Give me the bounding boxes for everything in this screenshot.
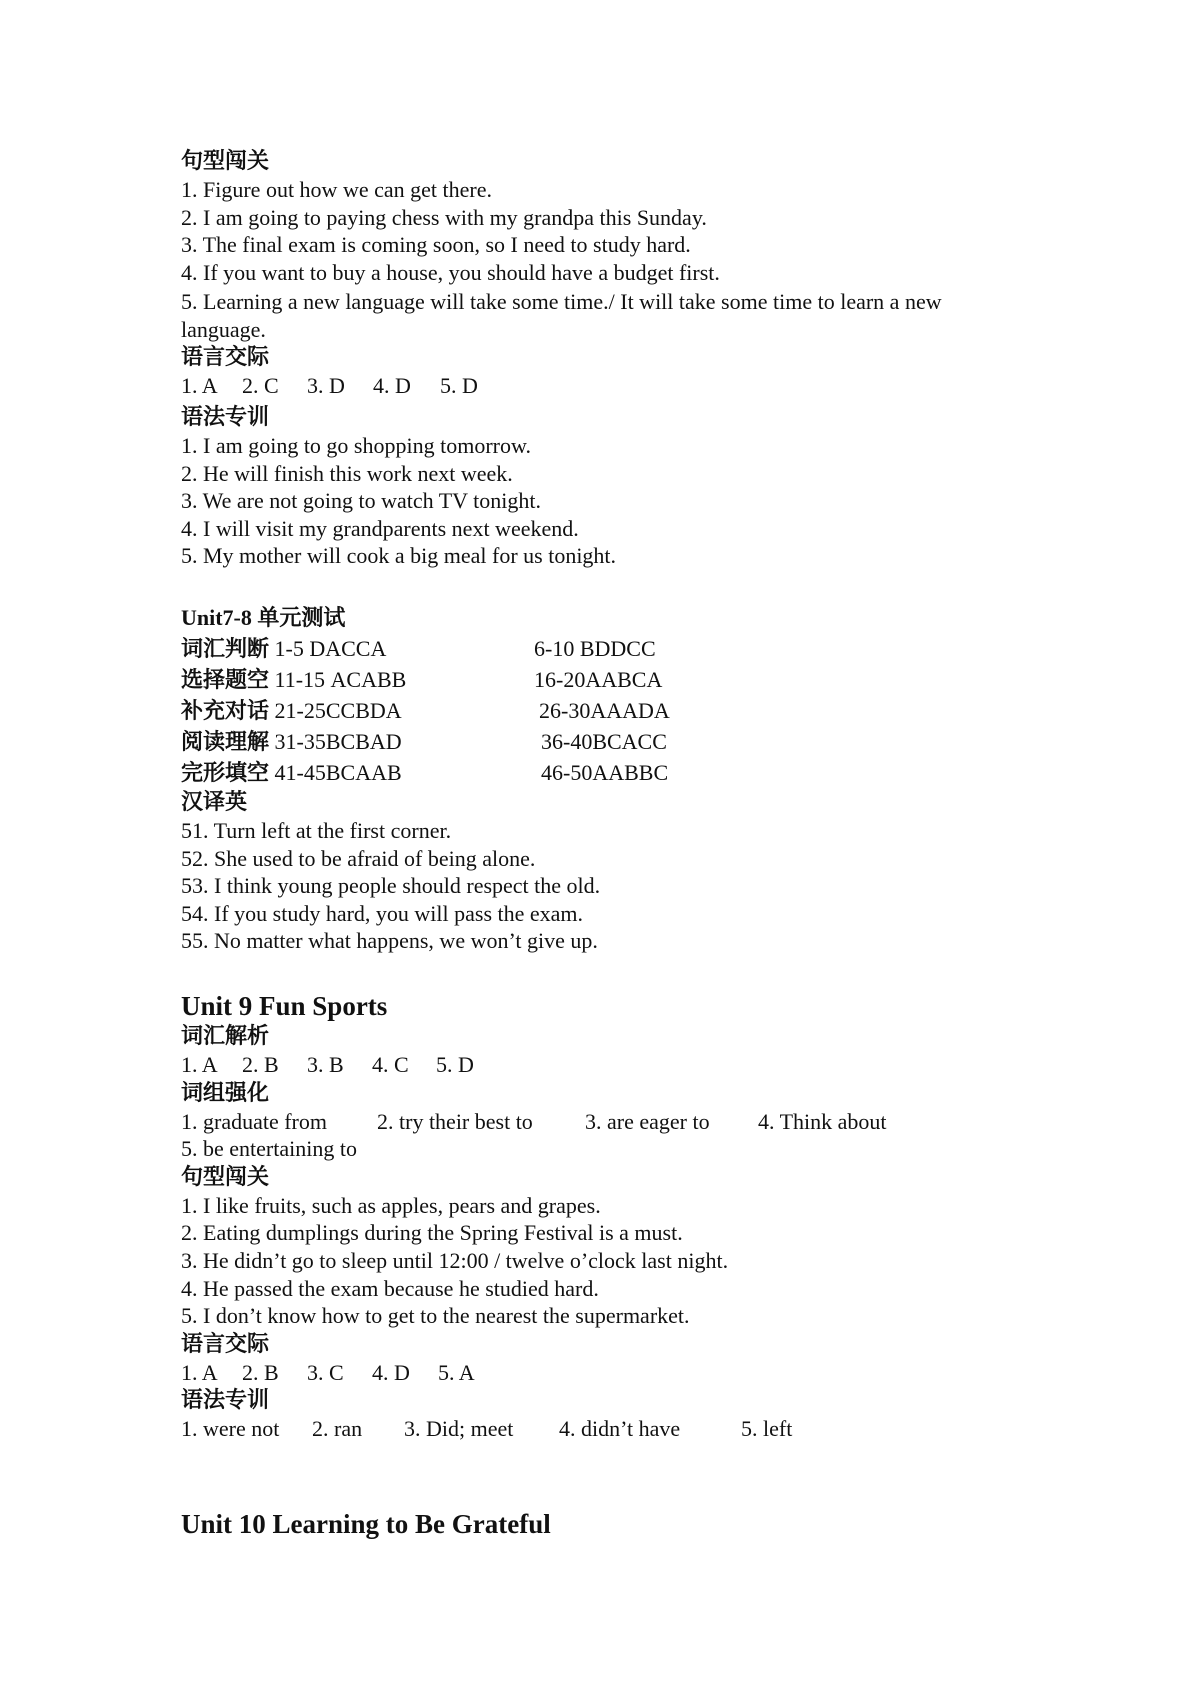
answer-item: 2. B xyxy=(242,1359,279,1385)
answer-item: 4. didn’t have xyxy=(559,1416,681,1442)
answer-line: 55. No matter what happens, we won’t give up. xyxy=(181,928,598,954)
row-label: 选择题空 xyxy=(181,668,270,693)
answer-item: 4. D xyxy=(372,1359,410,1385)
answer-item: 3. B xyxy=(307,1052,344,1077)
answer-line: 3. We are not going to watch TV tonight. xyxy=(181,488,541,514)
answer-item: 1. A xyxy=(181,373,218,398)
answer-row xyxy=(181,1359,728,1387)
answer-line: 3. He didn’t go to sleep until 12:00 / twelve o’clock last night. xyxy=(181,1247,729,1273)
test-row xyxy=(181,695,670,726)
unit-test-section xyxy=(181,603,670,955)
row-label: 阅读理解 xyxy=(181,730,270,755)
section-heading: 语言交际 xyxy=(181,345,270,370)
answer-item: 5. D xyxy=(436,1052,474,1077)
unit-test-title xyxy=(181,603,600,633)
phrase-item: 5. be entertaining to xyxy=(181,1136,357,1162)
answer-line: 2. He will finish this work next week. xyxy=(181,460,513,486)
phrase-item: 4. Think about xyxy=(758,1108,887,1134)
row-answers-a: 21-25CCBDA xyxy=(269,698,402,723)
test-row xyxy=(181,757,669,788)
answer-item: 5. D xyxy=(440,373,478,398)
grammar-section xyxy=(181,403,616,570)
answer-item: 2. B xyxy=(242,1052,279,1077)
answer-item: 3. C xyxy=(307,1359,344,1385)
row-label: 补充对话 xyxy=(181,699,270,724)
row-answers-a: 31-35BCBAD xyxy=(269,729,402,754)
section-heading: 语言交际 xyxy=(181,1331,270,1357)
phrase-item: 3. are eager to xyxy=(585,1108,710,1134)
answer-line: 2. Eating dumplings during the Spring Festival is a must. xyxy=(181,1220,683,1246)
answer-line: 53. I think young people should respect the old. xyxy=(181,873,601,899)
answer-line: 5. My mother will cook a big meal for us tonight. xyxy=(181,543,617,569)
answer-item: 2. ran xyxy=(312,1416,363,1442)
section-heading: 句型闯关 xyxy=(181,1164,270,1190)
answer-line: 5. I don’t know how to get to the nearest the supermarket. xyxy=(181,1303,690,1329)
unit-test-title-en: Unit7-8 xyxy=(181,605,258,630)
row-answers-b: 46-50AABBC xyxy=(541,760,669,785)
section-heading: 语法专训 xyxy=(181,405,270,430)
row-answers-b: 26-30AAADA xyxy=(539,698,670,723)
answer-row xyxy=(181,1415,793,1443)
unit9-section xyxy=(181,990,887,1443)
row-answers-b: 6-10 BDDCC xyxy=(534,636,656,661)
answer-line: 2. I am going to paying chess with my grandpa this Sunday. xyxy=(181,204,707,230)
unit-title: Unit 9 Fun Sports xyxy=(181,991,388,1021)
answer-item: 1. were not xyxy=(181,1416,280,1442)
answer-line: 4. He passed the exam because he studied hard. xyxy=(181,1275,599,1301)
answer-line: 54. If you study hard, you will pass the exam. xyxy=(181,900,584,926)
answer-item: 1. A xyxy=(181,1359,218,1385)
test-row xyxy=(181,726,667,757)
test-row xyxy=(181,633,656,664)
section-heading: 词组强化 xyxy=(181,1080,270,1106)
answer-item: 3. D xyxy=(307,373,345,398)
answer-row xyxy=(181,1051,728,1079)
answer-line: 51. Turn left at the first corner. xyxy=(181,818,452,843)
answer-item: 4. C xyxy=(372,1052,409,1077)
answer-line: 1. I like fruits, such as apples, pears and grapes. xyxy=(181,1192,601,1218)
answer-row xyxy=(181,372,478,400)
unit10-section xyxy=(181,1508,551,1540)
row-answers-a: 1-5 DACCA xyxy=(269,636,387,661)
section-heading: 词汇解析 xyxy=(181,1024,270,1049)
answer-item: 2. C xyxy=(242,373,279,398)
answer-line: 4. If you want to buy a house, you should have a budget first. xyxy=(181,259,720,285)
answer-line: 1. I am going to go shopping tomorrow. xyxy=(181,433,531,458)
answer-item: 3. Did; meet xyxy=(404,1416,514,1442)
section-heading: 句型闯关 xyxy=(181,149,270,174)
section-heading: 语法专训 xyxy=(181,1388,270,1414)
communication-section xyxy=(181,343,478,400)
phrase-item: 1. graduate from xyxy=(181,1108,327,1134)
answer-item: 4. D xyxy=(373,373,411,398)
unit-test-title-cn: 单元测试 xyxy=(257,606,346,631)
answer-line: 4. I will visit my grandparents next weekend. xyxy=(181,515,579,541)
row-label: 词汇判断 xyxy=(181,637,270,662)
section-heading: 汉译英 xyxy=(181,790,248,815)
answer-line: 1. Figure out how we can get there. xyxy=(181,177,492,202)
answer-item: 5. left xyxy=(741,1416,793,1442)
row-label: 完形填空 xyxy=(181,761,270,786)
answer-line: 5. Learning a new language will take some time./ It will take some time to learn a new language. xyxy=(181,289,942,342)
sentence-section-wrap xyxy=(181,288,1021,343)
answer-item: 1. A xyxy=(181,1052,218,1077)
phrase-item: 2. try their best to xyxy=(377,1108,533,1134)
row-answers-b: 16-20AABCA xyxy=(534,667,663,692)
answer-line: 52. She used to be afraid of being alone. xyxy=(181,845,536,871)
answer-line: 3. The final exam is coming soon, so I need to study hard. xyxy=(181,232,691,258)
row-answers-b: 36-40BCACC xyxy=(541,729,667,754)
sentence-section xyxy=(181,147,720,286)
row-answers-a: 11-15 ACABB xyxy=(269,667,407,692)
test-row xyxy=(181,664,663,695)
answer-item: 5. A xyxy=(438,1359,475,1385)
unit-title: Unit 10 Learning to Be Grateful xyxy=(181,1509,551,1539)
phrase-row xyxy=(181,1108,887,1136)
row-answers-a: 41-45BCAAB xyxy=(269,760,402,785)
